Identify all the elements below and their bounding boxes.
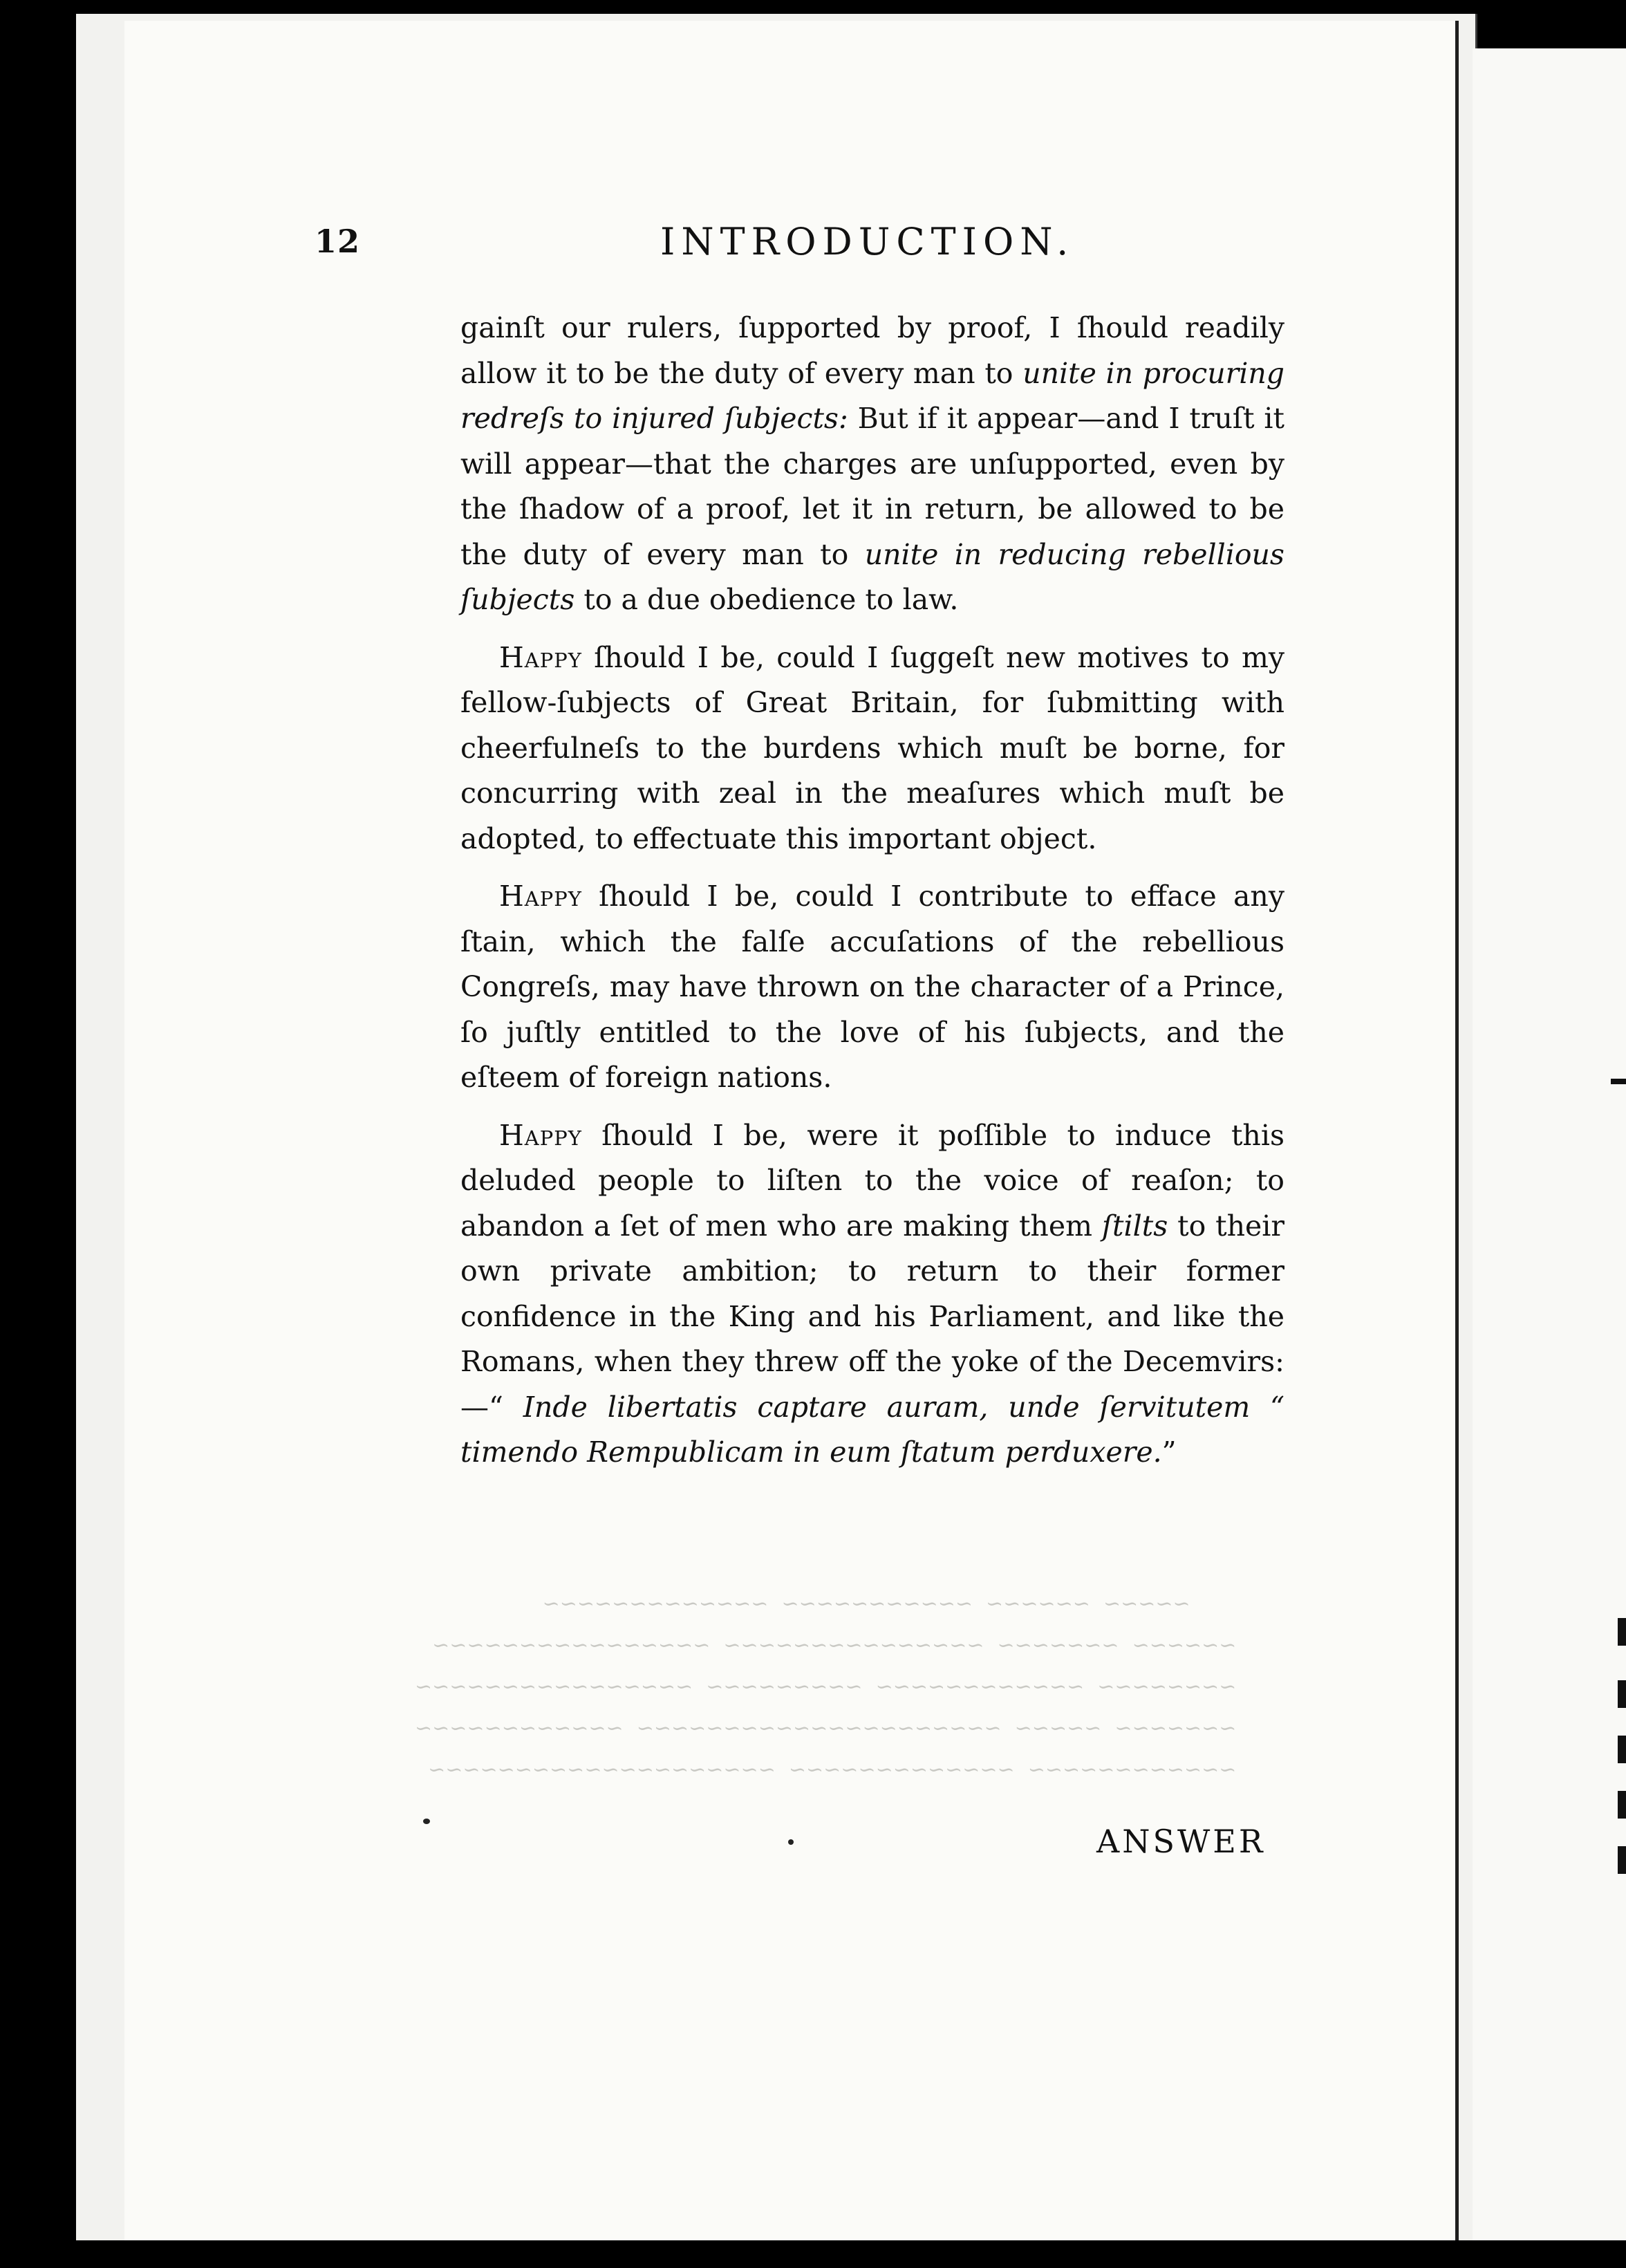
body-text <box>460 306 1284 1488</box>
show-through-text: ~~~~~ ~~~~~~ ~~~~~~~~~~~ ~~~~~~~~~~~~~ ~~~~~~ ~~~~~~~ ~~~~~~~~~~~~~~~ ~~~~~~~~~~~~~~~~ ~~~~~~~~ ~~~~~~~~~~~~ ~~~~~~~~~ ~~~~~~~~~~~~~~~~ ~~~~~~~ ~~~~~ ~~~~~~~~~~~~~~~~~~~~~ ~~~~~~~~~~~~ ~~~~~~~~~~~~ ~~~~~~~~~~~~~ ~~~~~~~~~~~~~~~~~~~~ <box>415 1592 1237 1782</box>
facing-page-edge <box>1473 48 1626 2240</box>
paragraph-text: gainſt our rulers, ſupported by proof, I ſhould readily allow it to be the duty of every man to <box>460 311 1284 390</box>
lead-word: Happy <box>499 880 582 913</box>
ink-fragment <box>1618 1846 1626 1874</box>
ink-fragment <box>1618 1791 1626 1819</box>
latin-quotation: Inde libertatis captare auram, unde ſervitutem “ timendo Rempublicam in eum ſtatum perduxere. <box>460 1390 1284 1469</box>
paragraph <box>460 874 1284 1101</box>
paragraph-text: to a due obedience to law. <box>574 583 959 616</box>
page-number: 12 <box>315 223 361 260</box>
paragraph <box>460 635 1284 862</box>
ink-fragment <box>1618 1680 1626 1708</box>
paragraph-text: ” <box>1161 1435 1177 1469</box>
lead-word: Happy <box>499 640 582 674</box>
running-head: INTRODUCTION. <box>660 220 1075 263</box>
paragraph-text: ſhould I be, could I ſuggeſt new motives to my fellow-ſubjects of Great Britain, for ſubmitting with cheerfulneſs to the burdens which muſt be borne, for concurring with zeal in the meaſures which muſt be adopted, to effectuate this important object. <box>460 640 1284 855</box>
ink-fragment <box>1618 1618 1626 1646</box>
paragraph-text: ſhould I be, could I contribute to efface any ſtain, which the falſe accuſations of the rebellious Congreſs, may have thrown on the character of a Prince, ſo juſtly entitled to the love of his ſubjects, and the eſteem of foreign nations. <box>460 880 1284 1094</box>
italic-phrase: unite in procuring redreſs to injured ſubjects: <box>460 356 1284 435</box>
lead-word: Happy <box>499 1118 582 1152</box>
ink-fragment <box>1611 1079 1626 1084</box>
catchword: ANSWER <box>1096 1823 1266 1860</box>
paragraph <box>460 306 1284 623</box>
paragraph-text: But if it appear—and I truſt it will appear—that the charges are unſupported, even by the ſhadow of a proof, let it in return, be allowed to be the duty of every man to <box>460 402 1284 571</box>
paragraph-text: to their own private ambition; to return to their former confidence in the King and his Parliament, and like the Romans, when they threw off the yoke of the Decemvirs:—“ <box>460 1209 1284 1424</box>
ink-fragment <box>1618 1736 1626 1763</box>
italic-phrase: ſtilts <box>1101 1209 1168 1243</box>
italic-phrase: unite in reducing rebellious ſubjects <box>460 537 1284 616</box>
paragraph <box>460 1113 1284 1476</box>
ink-speck <box>788 1839 794 1845</box>
ink-speck <box>423 1819 430 1824</box>
paragraph-text: ſhould I be, were it poſſible to induce this deluded people to liſten to the voice of reaſon; to abandon a ſet of men who are making them <box>460 1118 1284 1243</box>
